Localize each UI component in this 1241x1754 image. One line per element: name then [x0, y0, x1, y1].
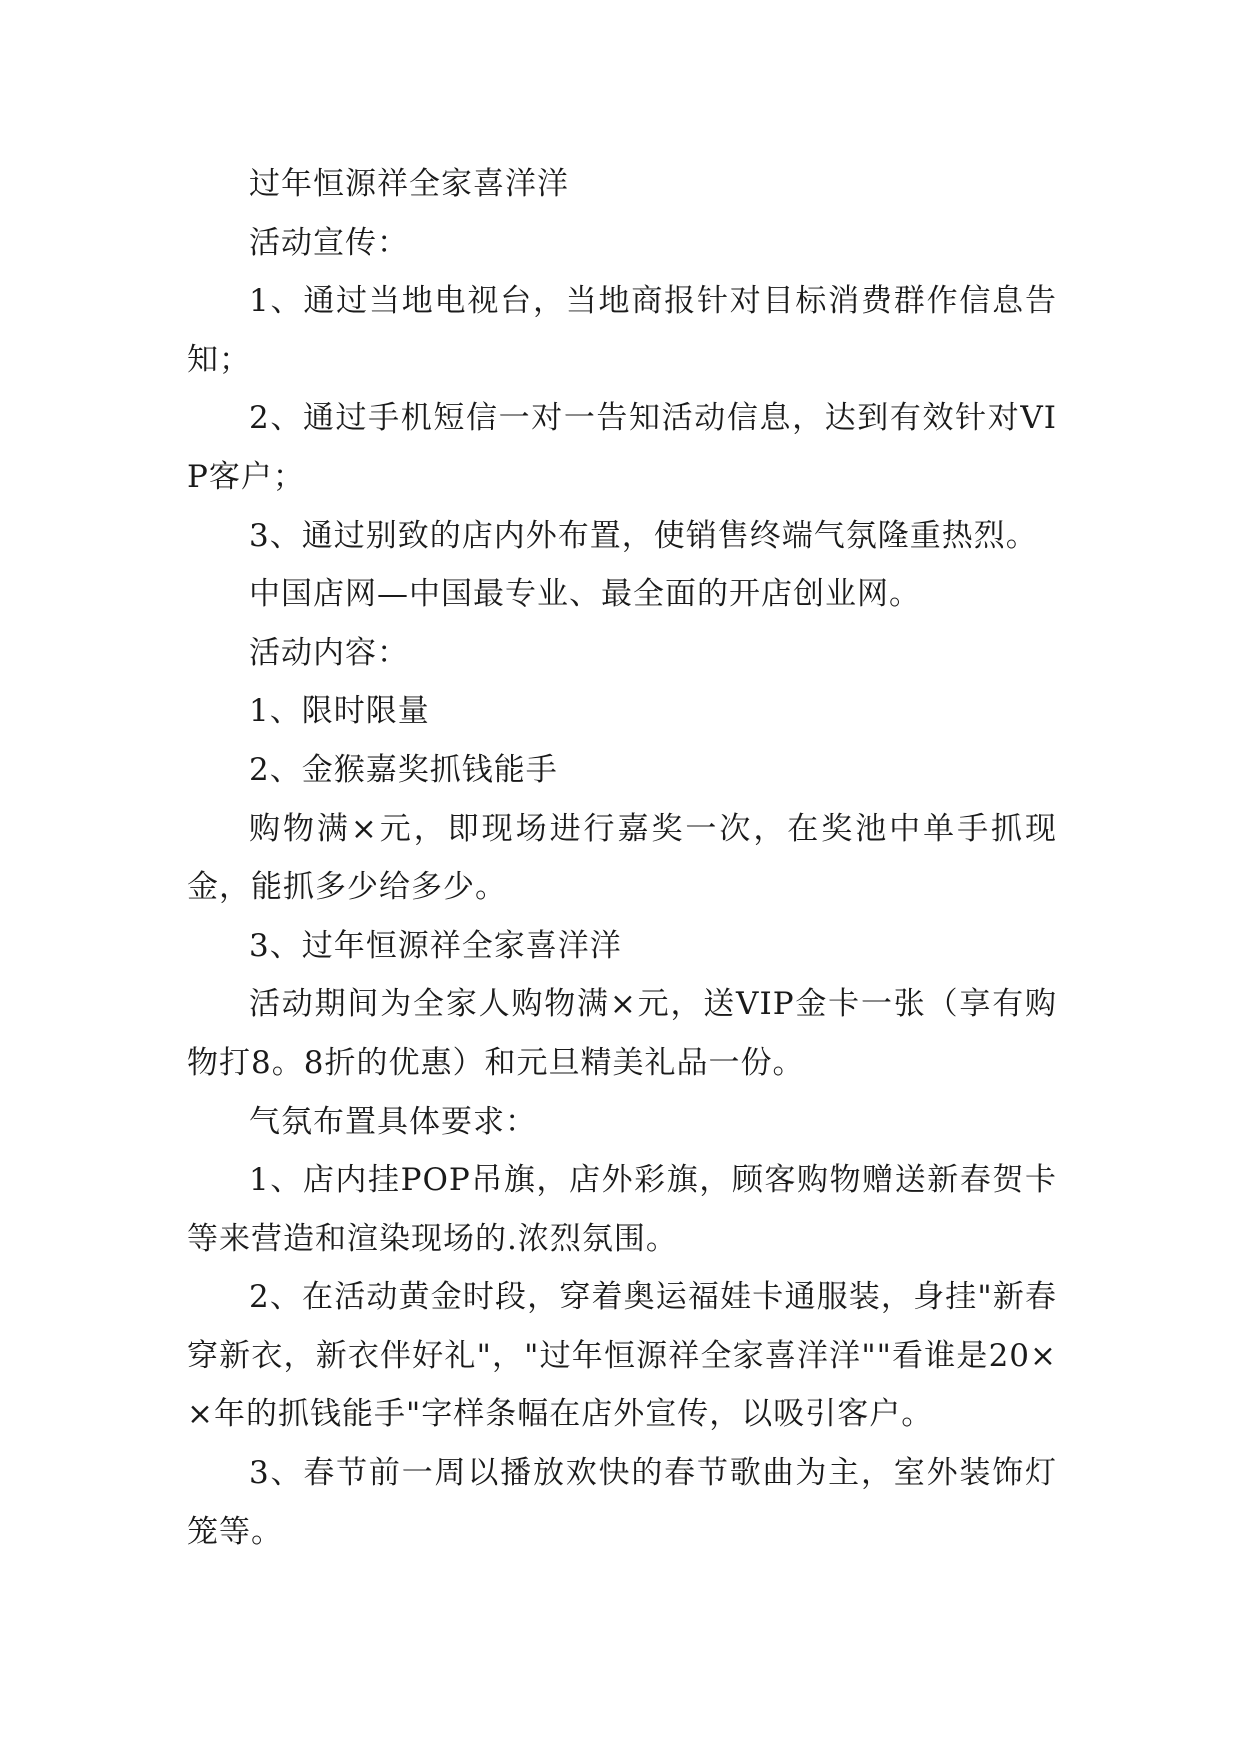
document-body [187, 155, 1057, 1561]
paragraph-site-note: 中国店网—中国最专业、最全面的开店创业网。 [249, 576, 921, 613]
paragraph-promotion-item-1: 1、通过当地电视台，当地商报针对目标消费群作信息告知； [187, 283, 1057, 378]
paragraph-content-item-2-detail: 购物满×元，即现场进行嘉奖一次，在奖池中单手抓现金，能抓多少给多少。 [187, 810, 1057, 906]
paragraph-promotion-heading: 活动宣传： [249, 224, 409, 261]
paragraph-title: 过年恒源祥全家喜洋洋 [249, 166, 569, 202]
paragraph-content-heading: 活动内容： [249, 634, 409, 671]
paragraph-content-item-3-detail: 活动期间为全家人购物满×元，送VIP金卡一张（享有购物打8。8折的优惠）和元旦精美礼品一份。 [187, 986, 1057, 1081]
paragraph-promotion-item-2: 2、通过手机短信一对一告知活动信息，达到有效针对VIP客户； [187, 400, 1057, 495]
paragraph-content-item-2: 2、金猴嘉奖抓钱能手 [249, 751, 558, 788]
paragraph-promotion-item-3: 3、通过别致的店内外布置，使销售终端气氛隆重热烈。 [249, 517, 1038, 554]
paragraph-content-item-1: 1、限时限量 [249, 693, 430, 730]
paragraph-decoration-item-1: 1、店内挂POP吊旗，店外彩旗，顾客购物赠送新春贺卡等来营造和渲染现场的.浓烈氛围。 [187, 1162, 1057, 1257]
paragraph-content-item-3: 3、过年恒源祥全家喜洋洋 [249, 927, 622, 964]
paragraph-decoration-item-2: 2、在活动黄金时段，穿着奥运福娃卡通服装，身挂"新春穿新衣，新衣伴好礼"，"过年恒源祥全家喜洋洋""看谁是20××年的抓钱能手"字样条幅在店外宣传，以吸引客户。 [187, 1279, 1057, 1433]
paragraph-decoration-item-3: 3、春节前一周以播放欢快的春节歌曲为主，室外装饰灯笼等。 [187, 1455, 1057, 1550]
paragraph-decoration-heading: 气氛布置具体要求： [249, 1103, 537, 1140]
